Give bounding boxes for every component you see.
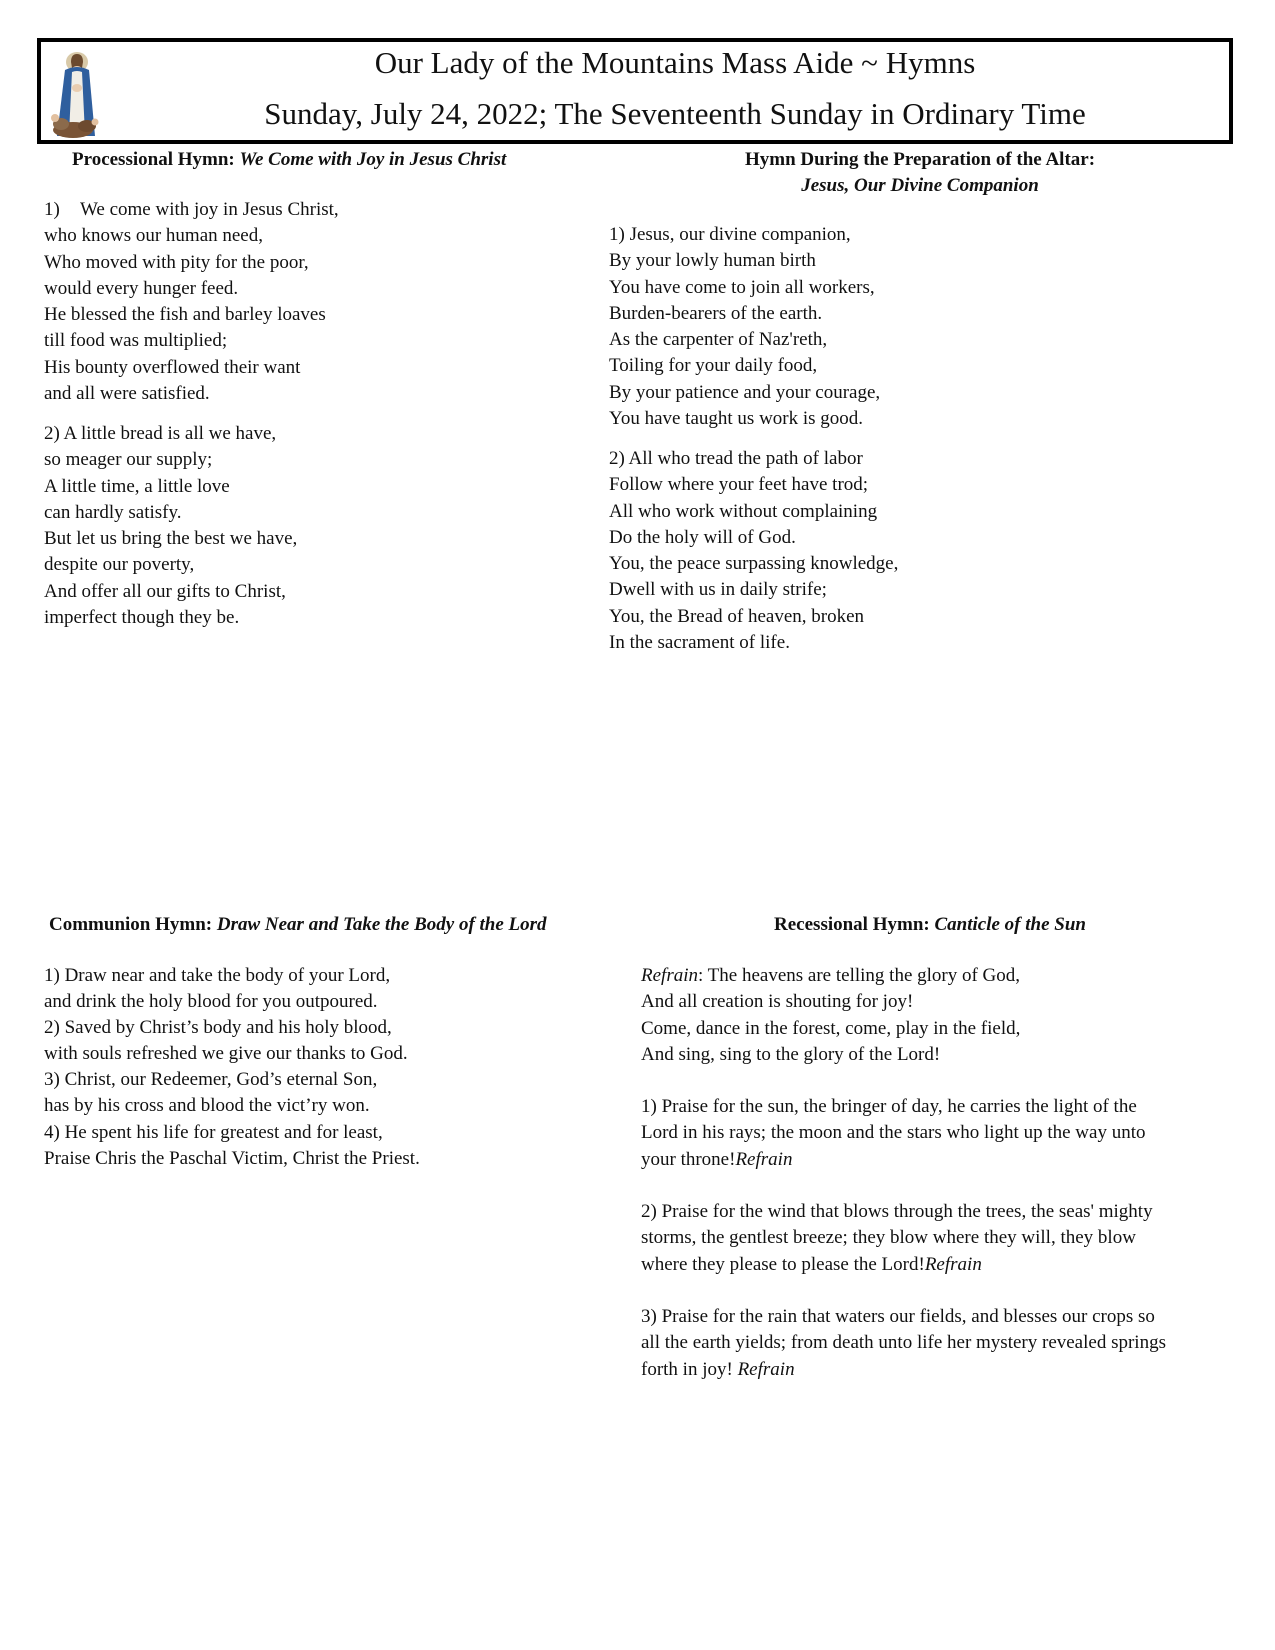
verse-line: Toiling for your daily food, bbox=[609, 355, 818, 377]
header-box bbox=[37, 38, 1233, 144]
preparation-verse-2 bbox=[609, 446, 898, 656]
recessional-verse-2 bbox=[641, 1199, 1153, 1278]
recessional-verse-1 bbox=[641, 1094, 1145, 1173]
processional-verse-1 bbox=[44, 197, 339, 407]
verse-line: Lord in his rays; the moon and the stars who light up the way unto bbox=[641, 1122, 1146, 1144]
verse-line: We come with joy in Jesus Christ, bbox=[80, 199, 339, 220]
recessional-heading bbox=[640, 912, 1220, 938]
verse-line: imperfect though they be. bbox=[44, 607, 240, 629]
verse-line: 1) Praise for the sun, the bringer of day, he carries the light of the bbox=[641, 1096, 1137, 1117]
preparation-hymn-title: Jesus, Our Divine Companion bbox=[801, 175, 1039, 196]
page-subtitle: Sunday, July 24, 2022; The Seventeenth Sunday in Ordinary Time bbox=[264, 96, 1086, 131]
verse-line: In the sacrament of life. bbox=[609, 632, 790, 654]
verse-line: despite our poverty, bbox=[44, 554, 195, 576]
verse-line: 1) Draw near and take the body of your Lord, bbox=[44, 965, 391, 986]
verse-line: And offer all our gifts to Christ, bbox=[44, 580, 286, 602]
verse-line: Praise Chris the Paschal Victim, Christ the Priest. bbox=[44, 1148, 420, 1170]
preparation-label: Hymn During the Preparation of the Altar: bbox=[744, 149, 1096, 170]
verse-line: : The heavens are telling the glory of God, bbox=[698, 965, 1021, 986]
verse-line: 4) He spent his life for greatest and for least, bbox=[44, 1122, 383, 1143]
verse-line: You have come to join all workers, bbox=[609, 276, 875, 298]
preparation-heading bbox=[610, 147, 1230, 199]
verse-line: As the carpenter of Naz'reth, bbox=[609, 329, 828, 351]
verse-line: and drink the holy blood for you outpoured. bbox=[44, 991, 378, 1013]
verse-line: Dwell with us in daily strife; bbox=[609, 579, 827, 601]
verse-line: who knows our human need, bbox=[44, 225, 263, 247]
verse-line: A little time, a little love bbox=[44, 475, 230, 497]
communion-verse-3 bbox=[44, 1067, 377, 1120]
verse-line: All who work without complaining bbox=[609, 500, 878, 522]
verse-line: 2) Saved by Christ’s body and his holy blood, bbox=[44, 1017, 392, 1038]
verse-line: You have taught us work is good. bbox=[609, 408, 864, 430]
verse-line: By your patience and your courage, bbox=[609, 381, 881, 403]
refrain-marker: Refrain bbox=[735, 1148, 793, 1170]
recessional-verse-3 bbox=[641, 1304, 1166, 1383]
recessional-hymn-title: Canticle of the Sun bbox=[934, 914, 1086, 935]
processional-hymn-title: We Come with Joy in Jesus Christ bbox=[239, 149, 507, 170]
refrain-marker: Refrain bbox=[737, 1358, 795, 1380]
verse-line: forth in joy! bbox=[641, 1358, 738, 1380]
verse-line: By your lowly human birth bbox=[609, 250, 816, 272]
verse-line: all the earth yields; from death unto life her mystery revealed springs bbox=[641, 1332, 1166, 1354]
recessional-label: Recessional Hymn: bbox=[774, 914, 930, 935]
verse-line: so meager our supply; bbox=[44, 449, 213, 471]
verse-line: And sing, sing to the glory of the Lord! bbox=[641, 1043, 941, 1065]
communion-verse-2 bbox=[44, 1015, 408, 1068]
verse-line: And all creation is shouting for joy! bbox=[641, 991, 914, 1013]
verse-line: You, the peace surpassing knowledge, bbox=[609, 553, 899, 575]
verse-line: where they please to please the Lord! bbox=[641, 1253, 925, 1275]
page-title: Our Lady of the Mountains Mass Aide ~ Hymns bbox=[374, 45, 976, 80]
verse-line: 1) Jesus, our divine companion, bbox=[609, 224, 851, 245]
refrain-label: Refrain bbox=[641, 965, 698, 986]
communion-hymn-title: Draw Near and Take the Body of the Lord bbox=[216, 914, 547, 935]
verse-line: Come, dance in the forest, come, play in the field, bbox=[641, 1017, 1021, 1039]
verse-line: You, the Bread of heaven, broken bbox=[609, 605, 865, 627]
recessional-refrain bbox=[641, 963, 1020, 1068]
verse-line: But let us bring the best we have, bbox=[44, 528, 298, 550]
verse-line: has by his cross and blood the vict’ry won. bbox=[44, 1095, 370, 1117]
verse-line: and all were satisfied. bbox=[44, 383, 210, 405]
verse-line: Do the holy will of God. bbox=[609, 526, 796, 548]
verse-line: His bounty overflowed their want bbox=[44, 356, 301, 378]
verse-line: your throne! bbox=[641, 1148, 736, 1170]
communion-verse-1 bbox=[44, 963, 390, 1016]
processional-heading bbox=[72, 147, 506, 173]
virgin-mary-image bbox=[47, 48, 107, 140]
verse-line: Follow where your feet have trod; bbox=[609, 474, 869, 496]
verse-line: Burden-bearers of the earth. bbox=[609, 302, 823, 324]
processional-verse-2 bbox=[44, 421, 297, 631]
refrain-marker: Refrain bbox=[924, 1253, 982, 1275]
verse-line: He blessed the fish and barley loaves bbox=[44, 304, 326, 326]
preparation-verse-1 bbox=[609, 222, 880, 432]
verse-line: till food was multiplied; bbox=[44, 330, 228, 352]
communion-label: Communion Hymn: bbox=[49, 914, 213, 935]
verse-line: would every hunger feed. bbox=[44, 277, 239, 299]
processional-label: Processional Hymn: bbox=[72, 149, 235, 170]
verse-line: 2) All who tread the path of labor bbox=[609, 448, 863, 469]
verse-line: can hardly satisfy. bbox=[44, 501, 182, 523]
verse-line: 2) A little bread is all we have, bbox=[44, 423, 277, 444]
verse-number: 1) bbox=[44, 199, 60, 220]
verse-line: storms, the gentlest breeze; they blow where they will, they blow bbox=[641, 1227, 1136, 1249]
verse-line: with souls refreshed we give our thanks to God. bbox=[44, 1043, 408, 1065]
verse-line: Who moved with pity for the poor, bbox=[44, 251, 309, 273]
verse-line: 3) Christ, our Redeemer, God’s eternal Son, bbox=[44, 1069, 378, 1090]
communion-verse-4 bbox=[44, 1120, 420, 1173]
communion-heading bbox=[49, 912, 547, 938]
verse-line: 2) Praise for the wind that blows through the trees, the seas' mighty bbox=[641, 1201, 1153, 1222]
verse-line: 3) Praise for the rain that waters our fields, and blesses our crops so bbox=[641, 1306, 1155, 1327]
